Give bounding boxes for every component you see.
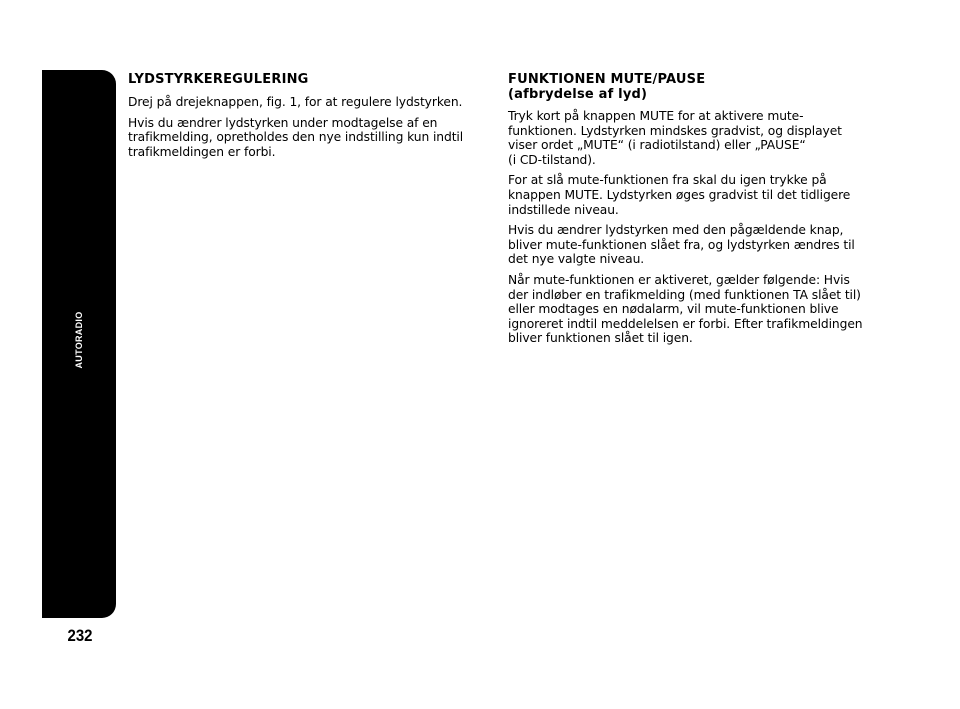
mute-heading-subtitle: (afbrydelse af lyd) [508,87,648,102]
page-number: 232 [67,626,93,645]
mute-paragraph-1 [508,109,868,167]
mute-heading [508,72,868,102]
left-column [128,72,473,159]
volume-heading: LYDSTYRKEREGULERING [128,72,309,87]
mute-paragraph-3: Hvis du ændrer lydstyrken med den pågældende knap, bliver mute-funktionen slået fra, og lydstyrken ændres til det nye valgte niveau. [508,223,855,267]
mute-paragraph-1-text: Tryk kort på knappen MUTE for at aktivere mute-funktionen. Lydstyrken mindskes gradvist, og displayet viser ordet „MUTE“ (i radiotilstand) eller „PAUSE“ [508,109,842,153]
mute-heading-title: FUNKTIONEN MUTE/PAUSE [508,72,706,87]
right-column [508,72,868,346]
mute-paragraph-1-cd: (i CD-tilstand). [508,152,596,167]
section-label: AUTORADIO [74,311,84,369]
volume-paragraph-2: Hvis du ændrer lydstyrken under modtagelse af en trafikmelding, opretholdes den nye indstilling kun indtil trafikmeldingen er forbi. [128,115,464,159]
mute-paragraph-4: Når mute-funktionen er aktiveret, gælder følgende: Hvis der indløber en trafikmelding (med funktionen TA slået til) eller modtages en nødalarm, vil mute-funktionen blive ignoreret indtil meddelelsen er forbi. Efter trafikmeldingen bliver funktionen slået til igen. [508,272,863,346]
mute-paragraph-2: For at slå mute-funktionen fra skal du igen trykke på knappen MUTE. Lydstyrken øges gradvist til det tidligere indstillede niveau. [508,173,851,217]
volume-paragraph-1: Drej på drejeknappen, fig. 1, for at regulere lydstyrken. [128,95,463,109]
